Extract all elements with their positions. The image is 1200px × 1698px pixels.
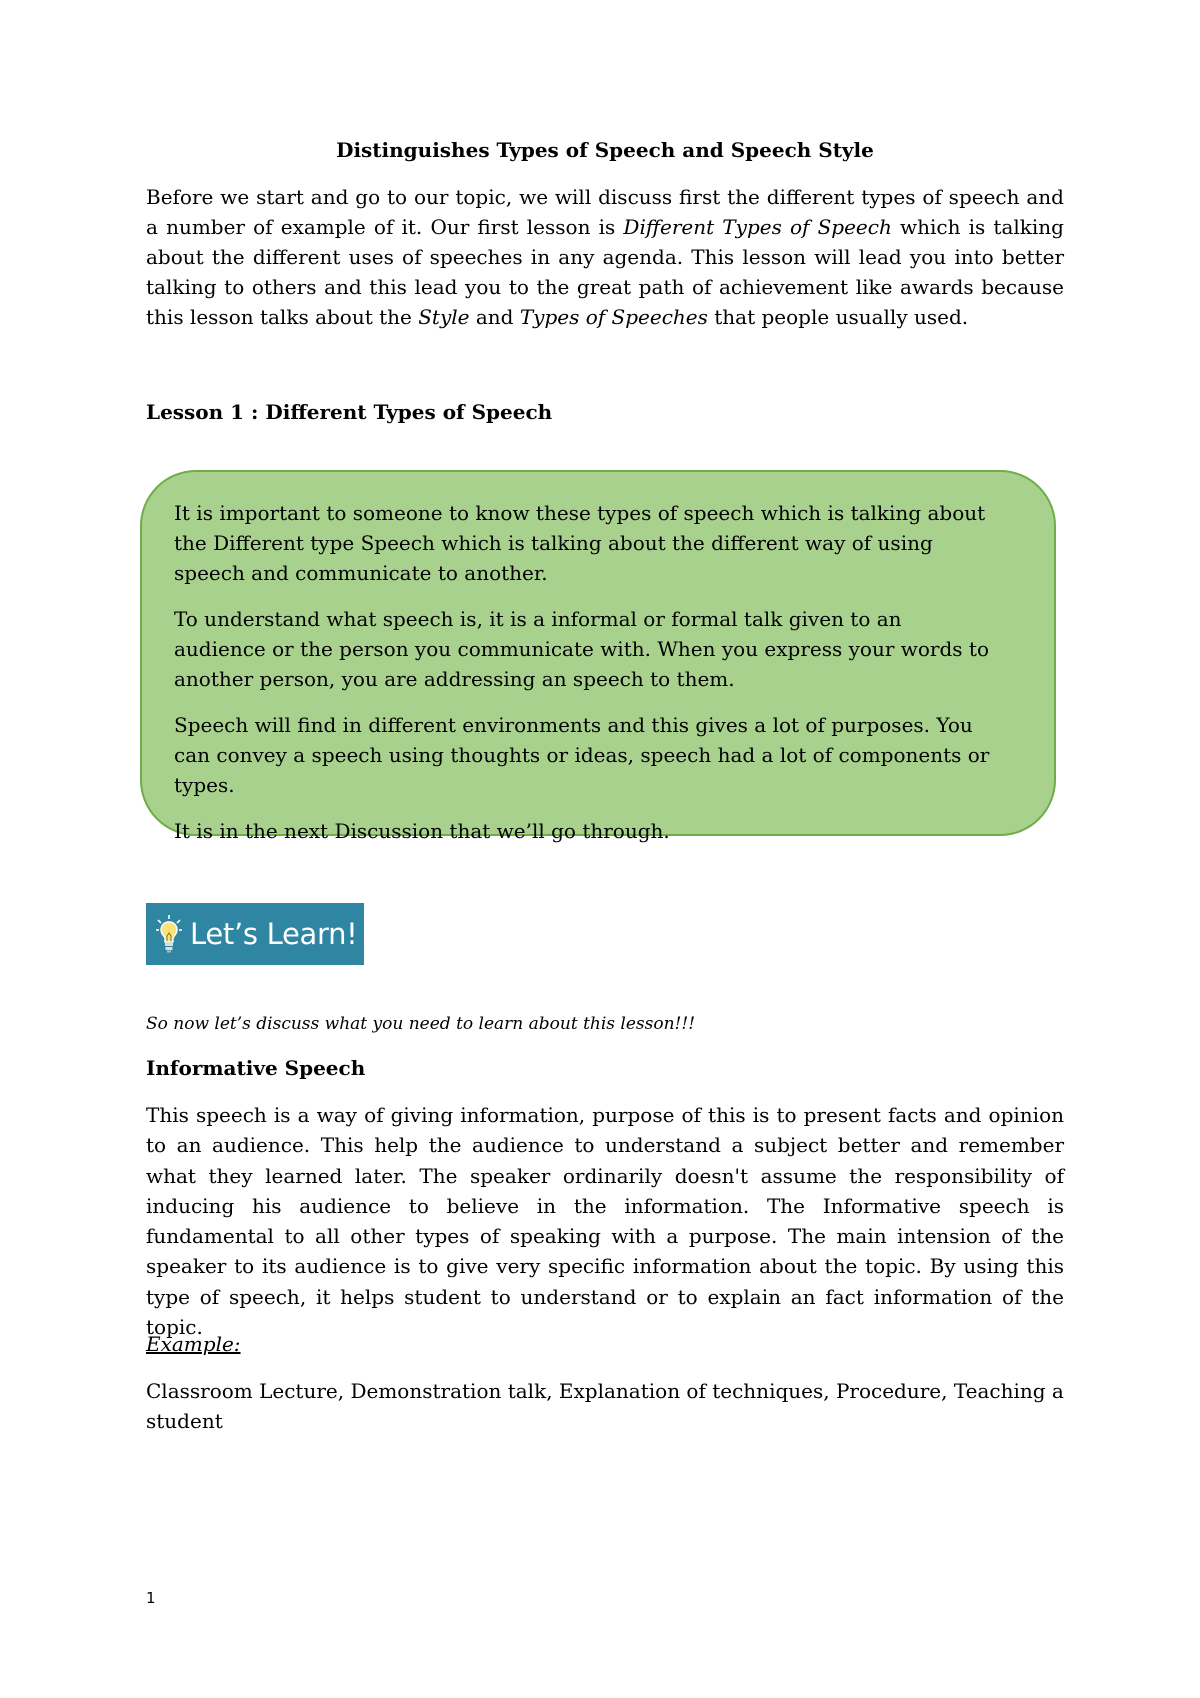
intro-text-1: Before we start and go to our topic, we will discuss first the different types of speech and a number of example of it. Our first lesson is <box>146 185 1064 239</box>
lets-learn-badge <box>146 903 364 965</box>
intro-text-2: which is talking about the different uses of speeches in any agenda. This lesson will lead you into better talking to others and this lead you to the great path of achievement like awards because this lesson talks about the <box>146 215 1064 329</box>
callout-paragraph: To understand what speech is, it is a informal or formal talk given to an audience or the person you communicate with. When you express your words to another person, you are addressing an speech to them. <box>174 607 989 691</box>
example-items: Classroom Lecture, Demonstration talk, Explanation of techniques, Procedure, Teaching a student <box>146 1379 1064 1433</box>
intro-emphasis-different-types: Different Types of Speech <box>623 215 892 239</box>
callout-box <box>140 470 1056 843</box>
callout-paragraph: Speech will find in different environments and this gives a lot of purposes. You can convey a speech using thoughts or ideas, speech had a lot of components or types. <box>174 713 990 797</box>
page-number: 1 <box>146 1589 156 1607</box>
intro-text-4: that people usually used. <box>707 305 969 329</box>
callout-paragraph: It is important to someone to know these types of speech which is talking about the Different type Speech which is talking about the different way of using speech and communicate to another. <box>174 501 986 585</box>
intro-text-3: and <box>469 305 520 329</box>
intro-paragraph <box>146 182 1064 332</box>
callout-paragraph: It is in the next Discussion that we’ll go through. <box>174 819 670 843</box>
lesson-heading: Lesson 1 : Different Types of Speech <box>146 400 553 424</box>
badge-label: Let’s Learn! <box>190 917 358 951</box>
section-body: This speech is a way of giving information, purpose of this is to present facts and opinion to an audience. This help the audience to understand a subject better and remember what they learned later. The speaker ordinarily doesn't assume the responsibility of inducing his audience to believe in the information. The Informative speech is fundamental to all other types of speaking with a purpose. The main intension of the speaker to its audience is to give very specific information about the topic. By using this type of speech, it helps student to understand or to explain an fact information of the topic. <box>146 1103 1064 1340</box>
document-title: Distinguishes Types of Speech and Speech Style <box>336 138 874 162</box>
section-heading: Informative Speech <box>146 1056 366 1080</box>
lightbulb-icon <box>156 914 182 954</box>
section-intro: So now let’s discuss what you need to learn about this lesson!!! <box>146 1014 696 1034</box>
example-label: Example: <box>146 1332 241 1356</box>
intro-emphasis-types-of-speeches: Types of Speeches <box>519 305 708 329</box>
intro-emphasis-style: Style <box>418 305 470 329</box>
